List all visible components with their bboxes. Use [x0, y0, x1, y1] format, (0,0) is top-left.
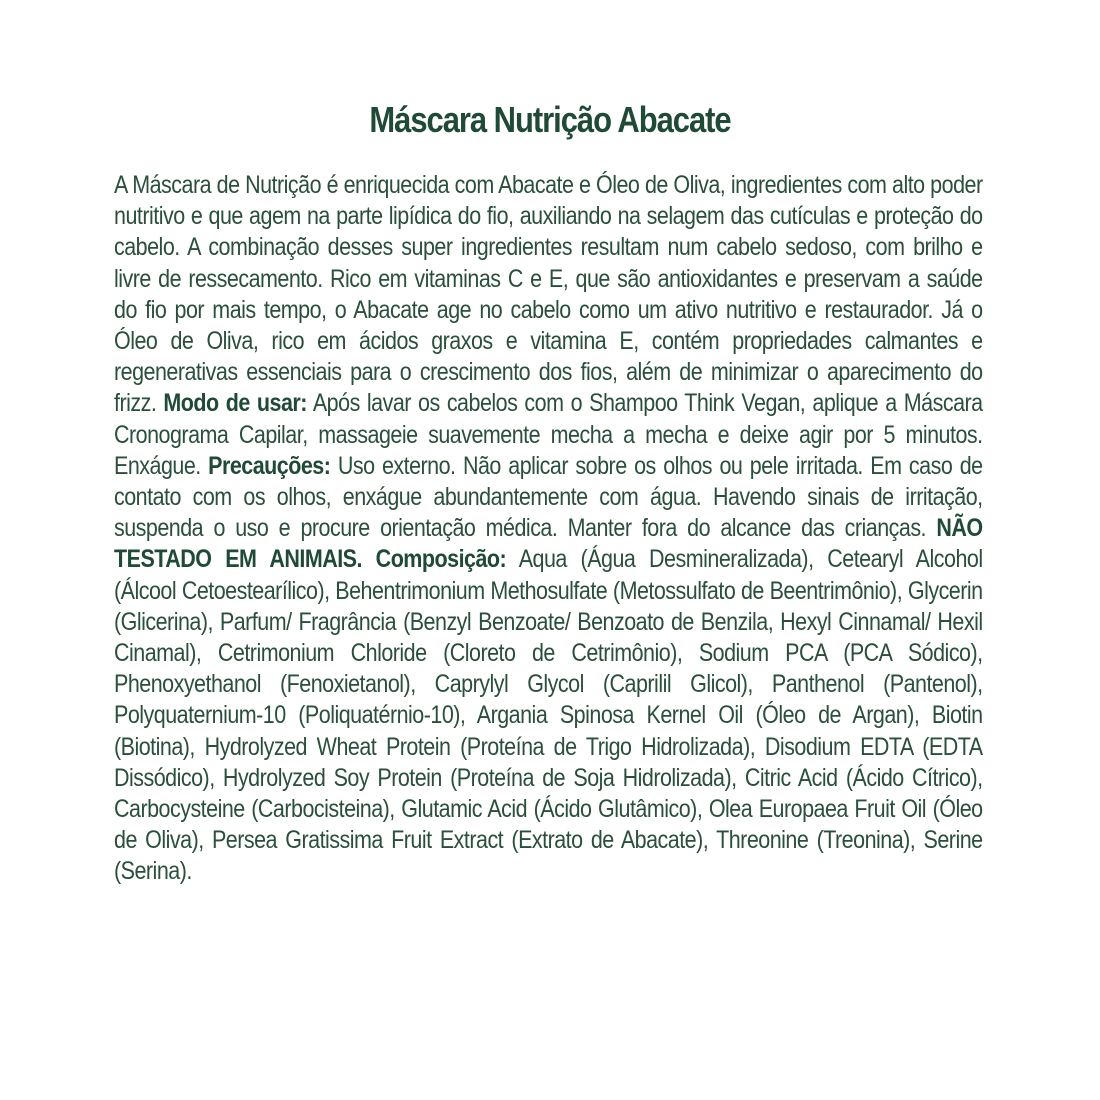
not-tested-label: NÃO TESTADO EM ANIMAIS.: [114, 514, 983, 574]
page-title: Máscara Nutrição Abacate: [369, 99, 731, 140]
composition-label: Composição:: [375, 545, 507, 574]
usage-label: Modo de usar:: [163, 389, 307, 418]
precautions-text: Uso externo. Não aplicar sobre os olhos ou pele irritada. Em caso de contato com os olhos, enxágue abundantemente com água. Havendo sinais de irritação, suspenda o uso e procure orientação médica. Manter fora do alcance das crianças.: [114, 451, 983, 543]
precautions-label: Precauções:: [208, 451, 331, 480]
product-description: [114, 170, 983, 888]
usage-text: Após lavar os cabelos com o Shampoo Think Vegan, aplique a Máscara Cronograma Capilar, massageie suavemente mecha a mecha e deixe agir por 5 minutos. Enxágue.: [114, 389, 983, 480]
description-intro: A Máscara de Nutrição é enriquecida com Abacate e Óleo de Oliva, ingredientes com alto poder nutritivo e que agem na parte lipídica do fio, auxiliando na selagem das cutículas e proteção do cabelo. A combinação desses super ingredientes resultam num cabelo sedoso, com brilho e livre de ressecamento. Rico em vitaminas C e E, que são antioxidantes e preservam a saúde do fio por mais tempo, o Abacate age no cabelo como um ativo nutritivo e restaurador. Já o Óleo de Oliva, rico em ácidos graxos e vitamina E, contém propriedades calmantes e regenerativas essenciais para o crescimento dos fios, além de minimizar o aparecimento do frizz.: [114, 171, 983, 418]
composition-text: Aqua (Água Desmineralizada), Cetearyl Alcohol (Álcool Cetoestearílico), Behentrimonium Methosulfate (Metossulfato de Beentrimônio), Glycerin (Glicerina), Parfum/ Fragrância (Benzyl Benzoate/ Benzoato de Benzila, Hexyl Cinnamal/ Hexil Cinamal), Cetrimonium Chloride (Cloreto de Cetrimônio), Sodium PCA (PCA Sódico), Phenoxyethanol (Fenoxietanol), Caprylyl Glycol (Caprilil Glicol), Panthenol (Pantenol), Polyquaternium-10 (Poliquatérnio-10), Argania Spinosa Kernel Oil (Óleo de Argan), Biotin (Biotina), Hydrolyzed Wheat Protein (Proteína de Trigo Hidrolizada), Disodium EDTA (EDTA Dissódico), Hydrolyzed Soy Protein (Proteína de Soja Hidrolizada), Citric Acid (Ácido Cítrico), Carbocysteine (Carbocisteina), Glutamic Acid (Ácido Glutâmico), Olea Europaea Fruit Oil (Óleo de Oliva), Persea Gratissima Fruit Extract (Extrato de Abacate), Threonine (Treonina), Serine (Serina).: [114, 545, 983, 886]
